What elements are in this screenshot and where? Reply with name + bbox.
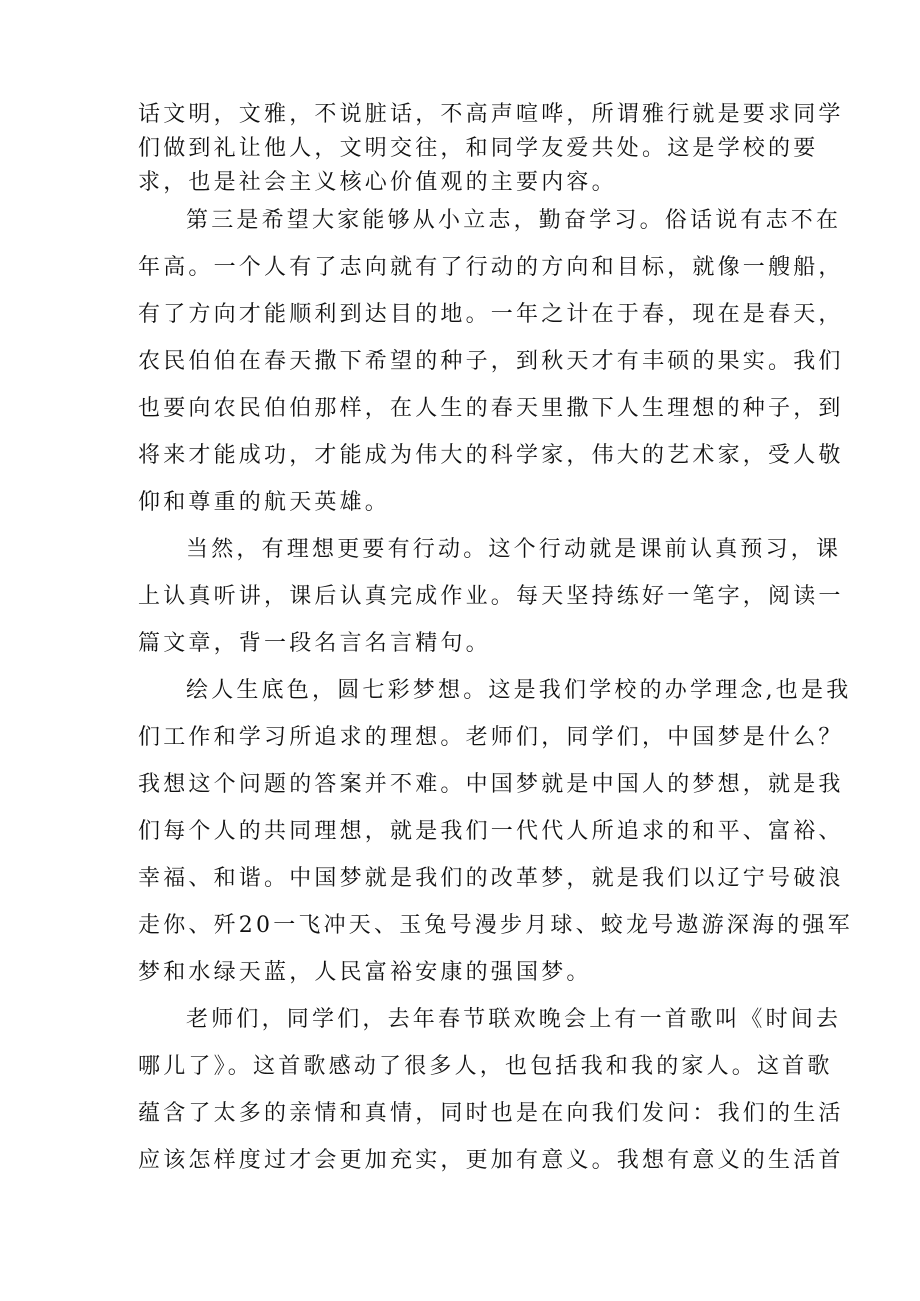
text-line: 求，也是社会主义核心价值观的主要内容。	[138, 170, 617, 195]
text-line: 们工作和学习所追求的理想。老师们，同学们，中国梦是什么？	[138, 725, 844, 750]
text-line: 蕴含了太多的亲情和真情，同时也是在向我们发问：我们的生活	[138, 1101, 844, 1126]
paragraph-start-line: 老师们，同学们，去年春节联欢晚会上有一首歌叫《时间去	[186, 1007, 842, 1032]
text-line: 也要向农民伯伯那样，在人生的春天里撒下人生理想的种子，到	[138, 396, 844, 421]
text-line: 们做到礼让他人，文明交往，和同学友爱共处。这是学校的要	[138, 136, 819, 161]
text-line: 我想这个问题的答案并不难。中国梦就是中国人的梦想，就是我	[138, 772, 844, 797]
text-line: 篇文章，背一段名言名言精句。	[138, 631, 491, 656]
paragraph-start-line: 绘人生底色，圆七彩梦想。这是我们学校的办学理念,也是我	[186, 678, 852, 703]
text-line: 农民伯伯在春天撒下希望的种子，到秋天才有丰硕的果实。我们	[138, 349, 844, 374]
text-line: 将来才能成功，才能成为伟大的科学家，伟大的艺术家，受人敬	[138, 443, 844, 468]
paragraph-start-line: 第三是希望大家能够从小立志，勤奋学习。俗话说有志不在	[186, 208, 842, 233]
text-line: 走你、歼20一飞冲天、玉兔号漫步月球、蛟龙号遨游深海的强军	[138, 913, 853, 938]
paragraph-start-line: 当然，有理想更要有行动。这个行动就是课前认真预习，课	[186, 537, 842, 562]
text-line: 幸福、和谐。中国梦就是我们的改革梦，就是我们以辽宁号破浪	[138, 866, 844, 891]
text-line: 话文明，文雅，不说脏话，不高声喧哗，所谓雅行就是要求同学	[138, 102, 844, 127]
text-line: 哪儿了》。这首歌感动了很多人，也包括我和我的家人。这首歌	[138, 1054, 833, 1079]
text-line: 们每个人的共同理想，就是我们一代代人所追求的和平、富裕、	[138, 819, 844, 844]
text-line: 有了方向才能顺利到达目的地。一年之计在于春，现在是春天，	[138, 302, 844, 327]
text-line: 年高。一个人有了志向就有了行动的方向和目标，就像一艘船，	[138, 255, 844, 280]
text-line: 应该怎样度过才会更加充实，更加有意义。我想有意义的生活首	[138, 1148, 844, 1173]
text-line: 上认真听讲，课后认真完成作业。每天坚持练好一笔字，阅读一	[138, 584, 844, 609]
text-line: 仰和尊重的航天英雄。	[138, 490, 391, 515]
text-line: 梦和水绿天蓝，人民富裕安康的强国梦。	[138, 960, 592, 985]
